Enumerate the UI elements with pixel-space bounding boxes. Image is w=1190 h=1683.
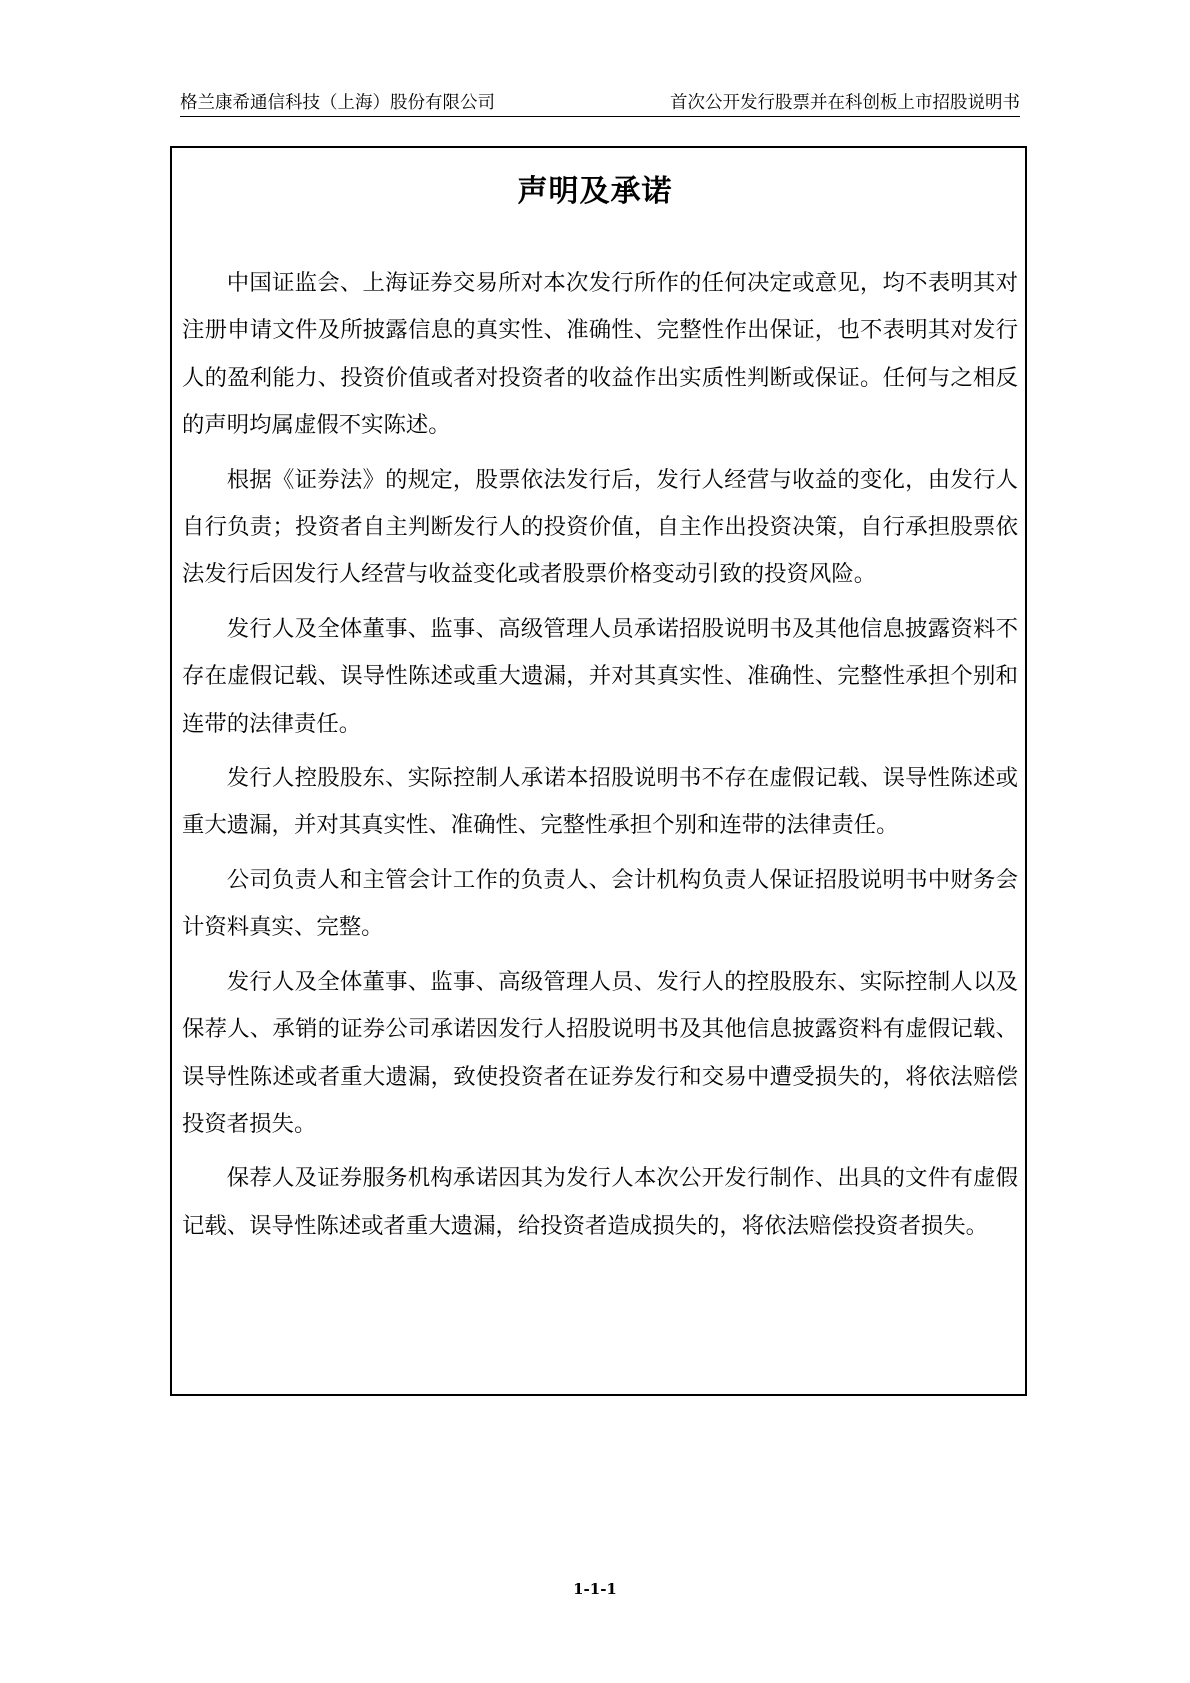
paragraph-2: 根据《证券法》的规定，股票依法发行后，发行人经营与收益的变化，由发行人自行负责；投资者自主判断发行人的投资价值，自主作出投资决策，自行承担股票依法发行后因发行人经营与收益变化或者股票价格变动引致的投资风险。	[182, 466, 1018, 588]
paragraph-7: 保荐人及证券服务机构承诺因其为发行人本次公开发行制作、出具的文件有虚假记载、误导性陈述或者重大遗漏，给投资者造成损失的，将依法赔偿投资者损失。	[182, 1165, 1018, 1239]
page-number: 1-1-1	[573, 1580, 617, 1598]
page-header	[180, 88, 1020, 114]
header-divider	[180, 116, 1020, 117]
paragraph-1: 中国证监会、上海证券交易所对本次发行所作的任何决定或意见，均不表明其对注册申请文件及所披露信息的真实性、准确性、完整性作出保证，也不表明其对发行人的盈利能力、投资价值或者对投资者的收益作出实质性判断或保证。任何与之相反的声明均属虚假不实陈述。	[182, 270, 1018, 439]
paragraph-3: 发行人及全体董事、监事、高级管理人员承诺招股说明书及其他信息披露资料不存在虚假记载、误导性陈述或重大遗漏，并对其真实性、准确性、完整性承担个别和连带的法律责任。	[182, 615, 1018, 737]
page-title: 声明及承诺	[517, 174, 673, 209]
header-company-name: 格兰康希通信科技（上海）股份有限公司	[180, 93, 495, 113]
header-document-title: 首次公开发行股票并在科创板上市招股说明书	[670, 93, 1020, 113]
paragraph-6: 发行人及全体董事、监事、高级管理人员、发行人的控股股东、实际控制人以及保荐人、承销的证券公司承诺因发行人招股说明书及其他信息披露资料有虚假记载、误导性陈述或者重大遗漏，致使投资者在证券发行和交易中遭受损失的，将依法赔偿投资者损失。	[182, 968, 1018, 1137]
declaration-body	[182, 260, 1018, 1257]
paragraph-4: 发行人控股股东、实际控制人承诺本招股说明书不存在虚假记载、误导性陈述或重大遗漏，并对其真实性、准确性、完整性承担个别和连带的法律责任。	[182, 765, 1018, 839]
paragraph-5: 公司负责人和主管会计工作的负责人、会计机构负责人保证招股说明书中财务会计资料真实、完整。	[182, 866, 1018, 941]
